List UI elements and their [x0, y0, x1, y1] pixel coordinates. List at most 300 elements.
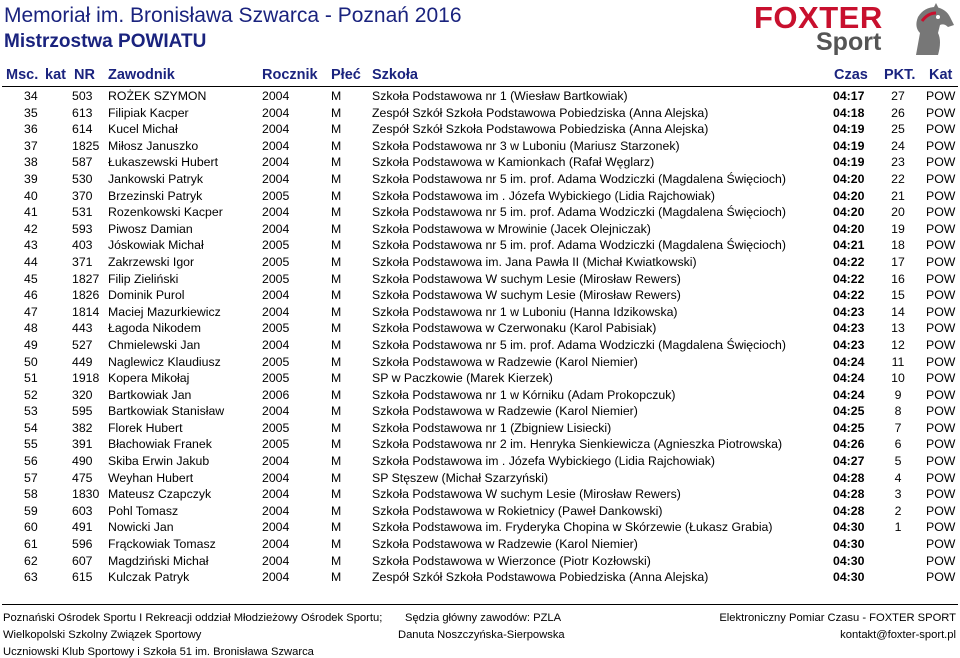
row-number: 614 — [72, 122, 93, 137]
athlete-name: Brzezinski Patryk — [108, 188, 203, 203]
athlete-name: Weyhan Hubert — [108, 470, 194, 485]
row-msc: 52 — [24, 387, 38, 402]
footer-org-line-3: Uczniowski Klub Sportowy i Szkoła 51 im. Bronisława Szwarca — [3, 646, 314, 658]
row-msc: 39 — [24, 171, 38, 186]
row-number: 595 — [72, 404, 93, 419]
sex: M — [331, 520, 342, 535]
category: POW — [926, 138, 956, 153]
row-number: 382 — [72, 420, 93, 435]
category: POW — [926, 105, 956, 120]
school-name: Szkoła Podstawowa nr 2 im. Henryka Sienkiewicza (Agnieszka Piotrowska) — [372, 437, 783, 452]
finish-time: 04:24 — [833, 354, 865, 369]
points: 22 — [891, 171, 905, 186]
logo-text-sport: Sport — [816, 28, 882, 56]
finish-time: 04:30 — [833, 570, 865, 585]
finish-time: 04:30 — [833, 553, 865, 568]
category: POW — [926, 437, 956, 452]
horse-head-icon — [902, 3, 956, 57]
birth-year: 2004 — [262, 105, 290, 120]
birth-year: 2004 — [262, 221, 290, 236]
athlete-name: Błachowiak Franek — [108, 437, 212, 452]
school-name: Zespół Szkół Szkoła Podstawowa Pobiedziska (Anna Alejska) — [372, 570, 709, 585]
finish-time: 04:19 — [833, 122, 865, 137]
results-table — [0, 88, 960, 586]
col-header-year: Rocznik — [262, 67, 318, 83]
finish-time: 04:18 — [833, 105, 865, 120]
points: 5 — [894, 454, 902, 469]
table-row — [0, 453, 960, 470]
birth-year: 2004 — [262, 155, 290, 170]
row-number: 490 — [72, 454, 93, 469]
sex: M — [331, 188, 342, 203]
row-msc: 38 — [24, 155, 38, 170]
points: 13 — [891, 321, 905, 336]
finish-time: 04:26 — [833, 437, 865, 452]
row-number: 1830 — [72, 487, 100, 502]
school-name: Szkoła Podstawowa nr 5 im. prof. Adama Wodziczki (Magdalena Święcioch) — [372, 171, 786, 186]
points: 16 — [891, 271, 905, 286]
school-name: Szkoła Podstawowa w Rokietnicy (Paweł Dankowski) — [372, 503, 663, 518]
table-row — [0, 470, 960, 487]
athlete-name: Mateusz Czapczyk — [108, 487, 212, 502]
athlete-name: Frąckowiak Tomasz — [108, 537, 216, 552]
school-name: Szkoła Podstawowa nr 1 (Wiesław Bartkowiak) — [372, 89, 628, 103]
table-row — [0, 105, 960, 122]
category: POW — [926, 271, 956, 286]
athlete-name: Łukaszewski Hubert — [108, 155, 219, 170]
school-name: Szkoła Podstawowa im . Józefa Wybickiego (Lidia Rajchowiak) — [372, 454, 715, 469]
school-name: Zespół Szkół Szkoła Podstawowa Pobiedziska (Anna Alejska) — [372, 105, 709, 120]
row-msc: 50 — [24, 354, 38, 369]
table-row — [0, 354, 960, 371]
col-header-school: Szkoła — [372, 67, 418, 83]
table-row — [0, 204, 960, 221]
athlete-name: Bartkowiak Jan — [108, 387, 192, 402]
row-number: 531 — [72, 205, 93, 220]
row-msc: 36 — [24, 122, 38, 137]
sex: M — [331, 437, 342, 452]
birth-year: 2004 — [262, 288, 290, 303]
sex: M — [331, 105, 342, 120]
athlete-name: ROŻEK SZYMON — [108, 89, 207, 103]
table-row — [0, 304, 960, 321]
finish-time: 04:22 — [833, 288, 865, 303]
row-msc: 48 — [24, 321, 38, 336]
table-row — [0, 503, 960, 520]
points: 6 — [894, 437, 902, 452]
category: POW — [926, 420, 956, 435]
table-row — [0, 254, 960, 271]
table-row — [0, 420, 960, 437]
col-header-kat: Kat — [929, 67, 953, 83]
row-number: 1827 — [72, 271, 100, 286]
birth-year: 2004 — [262, 404, 290, 419]
col-header-pkt: PKT. — [884, 67, 916, 83]
table-row — [0, 171, 960, 188]
row-msc: 58 — [24, 487, 38, 502]
points: 20 — [891, 205, 905, 220]
footer-timing-contact[interactable]: kontakt@foxter-sport.pl — [840, 629, 956, 641]
category: POW — [926, 487, 956, 502]
school-name: Szkoła Podstawowa w Radzewie (Karol Niemier) — [372, 404, 638, 419]
athlete-name: Naglewicz Klaudiusz — [108, 354, 221, 369]
sex: M — [331, 122, 342, 137]
birth-year: 2004 — [262, 520, 290, 535]
category: POW — [926, 171, 956, 186]
finish-time: 04:25 — [833, 420, 865, 435]
row-msc: 47 — [24, 304, 38, 319]
row-msc: 63 — [24, 570, 38, 585]
school-name: Szkoła Podstawowa w Wierzonce (Piotr Kozłowski) — [372, 553, 651, 568]
row-msc: 37 — [24, 138, 38, 153]
finish-time: 04:28 — [833, 503, 865, 518]
athlete-name: Zakrzewski Igor — [108, 254, 195, 269]
birth-year: 2005 — [262, 238, 290, 253]
row-msc: 42 — [24, 221, 38, 236]
sex: M — [331, 304, 342, 319]
footer-judge-line-1: Sędzia główny zawodów: PZLA — [405, 612, 562, 624]
school-name: Szkoła Podstawowa W suchym Lesie (Mirosław Rewers) — [372, 271, 681, 286]
school-name: Szkoła Podstawowa im. Jana Pawła II (Michał Kwiatkowski) — [372, 254, 697, 269]
category: POW — [926, 89, 956, 103]
table-row — [0, 387, 960, 404]
school-name: Szkoła Podstawowa W suchym Lesie (Mirosław Rewers) — [372, 487, 681, 502]
category: POW — [926, 188, 956, 203]
sex: M — [331, 387, 342, 402]
header-divider — [2, 86, 958, 87]
category: POW — [926, 288, 956, 303]
sex: M — [331, 321, 342, 336]
category: POW — [926, 337, 956, 352]
school-name: Zespół Szkół Szkoła Podstawowa Pobiedziska (Anna Alejska) — [372, 122, 709, 137]
row-number: 603 — [72, 503, 93, 518]
category: POW — [926, 254, 956, 269]
category: POW — [926, 503, 956, 518]
row-msc: 62 — [24, 553, 38, 568]
table-row — [0, 271, 960, 288]
athlete-name: Miłosz Januszko — [108, 138, 199, 153]
school-name: Szkoła Podstawowa nr 5 im. prof. Adama Wodziczki (Magdalena Święcioch) — [372, 205, 786, 220]
category: POW — [926, 371, 956, 386]
row-msc: 44 — [24, 254, 38, 269]
points: 14 — [891, 304, 905, 319]
sex: M — [331, 171, 342, 186]
school-name: Szkoła Podstawowa nr 1 w Luboniu (Hanna Idzikowska) — [372, 304, 678, 319]
birth-year: 2005 — [262, 437, 290, 452]
row-msc: 49 — [24, 337, 38, 352]
athlete-name: Kulczak Patryk — [108, 570, 190, 585]
category: POW — [926, 321, 956, 336]
footer-judge-line-2: Danuta Noszczyńska-Sierpowska — [398, 629, 565, 641]
col-header-kat-short: kat — [45, 67, 66, 83]
finish-time: 04:22 — [833, 254, 865, 269]
points: 23 — [891, 155, 905, 170]
athlete-name: Maciej Mazurkiewicz — [108, 304, 221, 319]
finish-time: 04:24 — [833, 387, 865, 402]
points: 12 — [891, 337, 905, 352]
category: POW — [926, 404, 956, 419]
category: POW — [926, 570, 956, 585]
birth-year: 2005 — [262, 271, 290, 286]
table-row — [0, 88, 960, 105]
athlete-name: Filipiak Kacper — [108, 105, 189, 120]
points: 19 — [891, 221, 905, 236]
footer-org-line-1: Poznański Ośrodek Sportu I Rekreacji oddział Młodzieżowy Ośrodek Sportu; — [3, 612, 383, 624]
points: 2 — [894, 503, 902, 518]
finish-time: 04:21 — [833, 238, 865, 253]
athlete-name: Magdziński Michał — [108, 553, 209, 568]
birth-year: 2004 — [262, 171, 290, 186]
points: 21 — [891, 188, 905, 203]
table-row — [0, 221, 960, 238]
category: POW — [926, 520, 956, 535]
sex: M — [331, 537, 342, 552]
row-number: 1825 — [72, 138, 100, 153]
logo-text-foxter: FOXTER — [754, 0, 883, 35]
points: 10 — [891, 371, 905, 386]
birth-year: 2005 — [262, 420, 290, 435]
finish-time: 04:20 — [833, 221, 865, 236]
points: 7 — [894, 420, 902, 435]
birth-year: 2005 — [262, 188, 290, 203]
finish-time: 04:30 — [833, 520, 865, 535]
table-header — [0, 67, 960, 85]
finish-time: 04:22 — [833, 271, 865, 286]
athlete-name: Florek Hubert — [108, 420, 183, 435]
table-row — [0, 569, 960, 586]
table-row — [0, 337, 960, 354]
row-msc: 46 — [24, 288, 38, 303]
col-header-sex: Płeć — [331, 67, 361, 83]
finish-time: 04:23 — [833, 304, 865, 319]
school-name: Szkoła Podstawowa w Radzewie (Karol Niemier) — [372, 354, 638, 369]
finish-time: 04:20 — [833, 205, 865, 220]
school-name: Szkoła Podstawowa im. Fryderyka Chopina w Skórzewie (Łukasz Grabia) — [372, 520, 773, 535]
birth-year: 2004 — [262, 503, 290, 518]
athlete-name: Filip Zieliński — [108, 271, 179, 286]
page-subtitle: Mistrzostwa POWIATU — [4, 31, 207, 52]
col-header-time: Czas — [834, 67, 868, 83]
row-msc: 53 — [24, 404, 38, 419]
school-name: Szkoła Podstawowa W suchym Lesie (Mirosław Rewers) — [372, 288, 681, 303]
sex: M — [331, 371, 342, 386]
table-row — [0, 519, 960, 536]
row-number: 320 — [72, 387, 93, 402]
school-name: SP w Paczkowie (Marek Kierzek) — [372, 371, 553, 386]
row-msc: 35 — [24, 105, 38, 120]
school-name: Szkoła Podstawowa w Kamionkach (Rafał Węglarz) — [372, 155, 655, 170]
sex: M — [331, 454, 342, 469]
sex: M — [331, 221, 342, 236]
sex: M — [331, 155, 342, 170]
birth-year: 2004 — [262, 553, 290, 568]
row-msc: 41 — [24, 205, 38, 220]
school-name: Szkoła Podstawowa nr 1 (Zbigniew Lisiecki) — [372, 420, 612, 435]
birth-year: 2004 — [262, 205, 290, 220]
category: POW — [926, 304, 956, 319]
sex: M — [331, 254, 342, 269]
row-number: 491 — [72, 520, 93, 535]
athlete-name: Pohl Tomasz — [108, 503, 179, 518]
row-msc: 40 — [24, 188, 38, 203]
finish-time: 04:17 — [833, 89, 865, 103]
birth-year: 2004 — [262, 89, 290, 103]
points: 18 — [891, 238, 905, 253]
row-msc: 54 — [24, 420, 38, 435]
table-row — [0, 486, 960, 503]
sex: M — [331, 553, 342, 568]
table-row — [0, 154, 960, 171]
col-header-name: Zawodnik — [108, 67, 175, 83]
row-number: 596 — [72, 537, 93, 552]
birth-year: 2005 — [262, 354, 290, 369]
points: 4 — [894, 470, 902, 485]
row-msc: 60 — [24, 520, 38, 535]
table-row — [0, 536, 960, 553]
row-number: 615 — [72, 570, 93, 585]
finish-time: 04:30 — [833, 537, 865, 552]
school-name: Szkoła Podstawowa w Mrowinie (Jacek Olejniczak) — [372, 221, 651, 236]
finish-time: 04:19 — [833, 138, 865, 153]
finish-time: 04:23 — [833, 337, 865, 352]
col-header-msc: Msc. — [6, 67, 39, 83]
row-number: 443 — [72, 321, 93, 336]
category: POW — [926, 470, 956, 485]
row-number: 593 — [72, 221, 93, 236]
row-number: 475 — [72, 470, 93, 485]
points: 11 — [891, 354, 905, 369]
page-title: Memoriał im. Bronisława Szwarca - Poznań 2016 — [4, 4, 462, 27]
finish-time: 04:28 — [833, 470, 865, 485]
finish-time: 04:28 — [833, 487, 865, 502]
sex: M — [331, 503, 342, 518]
school-name: Szkoła Podstawowa nr 3 w Luboniu (Mariusz Starzonek) — [372, 138, 680, 153]
athlete-name: Kucel Michał — [108, 122, 178, 137]
school-name: Szkoła Podstawowa nr 5 im. prof. Adama Wodziczki (Magdalena Święcioch) — [372, 238, 786, 253]
row-msc: 57 — [24, 470, 38, 485]
col-header-nr: NR — [74, 67, 95, 83]
table-row — [0, 370, 960, 387]
finish-time: 04:23 — [833, 321, 865, 336]
row-number: 613 — [72, 105, 93, 120]
school-name: Szkoła Podstawowa im . Józefa Wybickiego (Lidia Rajchowiak) — [372, 188, 715, 203]
footer-divider — [2, 604, 958, 605]
category: POW — [926, 221, 956, 236]
athlete-name: Rozenkowski Kacper — [108, 205, 223, 220]
sex: M — [331, 404, 342, 419]
footer-org-line-2: Wielkopolski Szkolny Związek Sportowy — [3, 629, 202, 641]
athlete-name: Łagoda Nikodem — [108, 321, 201, 336]
points: 26 — [891, 105, 905, 120]
table-row — [0, 403, 960, 420]
athlete-name: Piwosz Damian — [108, 221, 193, 236]
row-msc: 45 — [24, 271, 38, 286]
row-number: 403 — [72, 238, 93, 253]
table-row — [0, 121, 960, 138]
points: 15 — [891, 288, 905, 303]
sex: M — [331, 420, 342, 435]
row-number: 527 — [72, 337, 93, 352]
points: 27 — [891, 89, 905, 103]
sex: M — [331, 138, 342, 153]
category: POW — [926, 454, 956, 469]
category: POW — [926, 387, 956, 402]
school-name: Szkoła Podstawowa w Czerwonaku (Karol Pabisiak) — [372, 321, 657, 336]
category: POW — [926, 155, 956, 170]
finish-time: 04:20 — [833, 171, 865, 186]
athlete-name: Jóskowiak Michał — [108, 238, 204, 253]
birth-year: 2004 — [262, 570, 290, 585]
footer-timing-line-1: Elektroniczny Pomiar Czasu - FOXTER SPORT — [719, 612, 956, 624]
athlete-name: Nowicki Jan — [108, 520, 174, 535]
athlete-name: Bartkowiak Stanisław — [108, 404, 225, 419]
table-row — [0, 553, 960, 570]
category: POW — [926, 238, 956, 253]
category: POW — [926, 537, 956, 552]
row-msc: 55 — [24, 437, 38, 452]
birth-year: 2004 — [262, 304, 290, 319]
athlete-name: Kopera Mikołaj — [108, 371, 190, 386]
row-msc: 59 — [24, 503, 38, 518]
table-row — [0, 320, 960, 337]
athlete-name: Jankowski Patryk — [108, 171, 203, 186]
row-msc: 61 — [24, 537, 38, 552]
finish-time: 04:19 — [833, 155, 865, 170]
row-number: 370 — [72, 188, 93, 203]
points: 8 — [894, 404, 902, 419]
birth-year: 2004 — [262, 122, 290, 137]
category: POW — [926, 553, 956, 568]
sex: M — [331, 238, 342, 253]
row-number: 371 — [72, 254, 93, 269]
points: 25 — [891, 122, 905, 137]
row-number: 1826 — [72, 288, 100, 303]
sex: M — [331, 354, 342, 369]
table-row — [0, 287, 960, 304]
finish-time: 04:20 — [833, 188, 865, 203]
row-number: 530 — [72, 171, 93, 186]
table-row — [0, 188, 960, 205]
birth-year: 2004 — [262, 487, 290, 502]
row-number: 587 — [72, 155, 93, 170]
table-row — [0, 138, 960, 155]
athlete-name: Dominik Purol — [108, 288, 185, 303]
birth-year: 2004 — [262, 537, 290, 552]
birth-year: 2004 — [262, 454, 290, 469]
row-number: 1814 — [72, 304, 100, 319]
category: POW — [926, 122, 956, 137]
finish-time: 04:27 — [833, 454, 865, 469]
birth-year: 2005 — [262, 371, 290, 386]
row-number: 391 — [72, 437, 93, 452]
table-row — [0, 237, 960, 254]
finish-time: 04:25 — [833, 404, 865, 419]
sex: M — [331, 288, 342, 303]
points: 24 — [891, 138, 905, 153]
row-number: 1918 — [72, 371, 100, 386]
school-name: SP Stęszew (Michał Szarzyński) — [372, 470, 549, 485]
row-number: 449 — [72, 354, 93, 369]
birth-year: 2006 — [262, 387, 290, 402]
birth-year: 2004 — [262, 470, 290, 485]
sex: M — [331, 570, 342, 585]
birth-year: 2005 — [262, 321, 290, 336]
row-number: 503 — [72, 89, 93, 103]
birth-year: 2005 — [262, 254, 290, 269]
points: 17 — [891, 254, 905, 269]
birth-year: 2004 — [262, 138, 290, 153]
category: POW — [926, 205, 956, 220]
